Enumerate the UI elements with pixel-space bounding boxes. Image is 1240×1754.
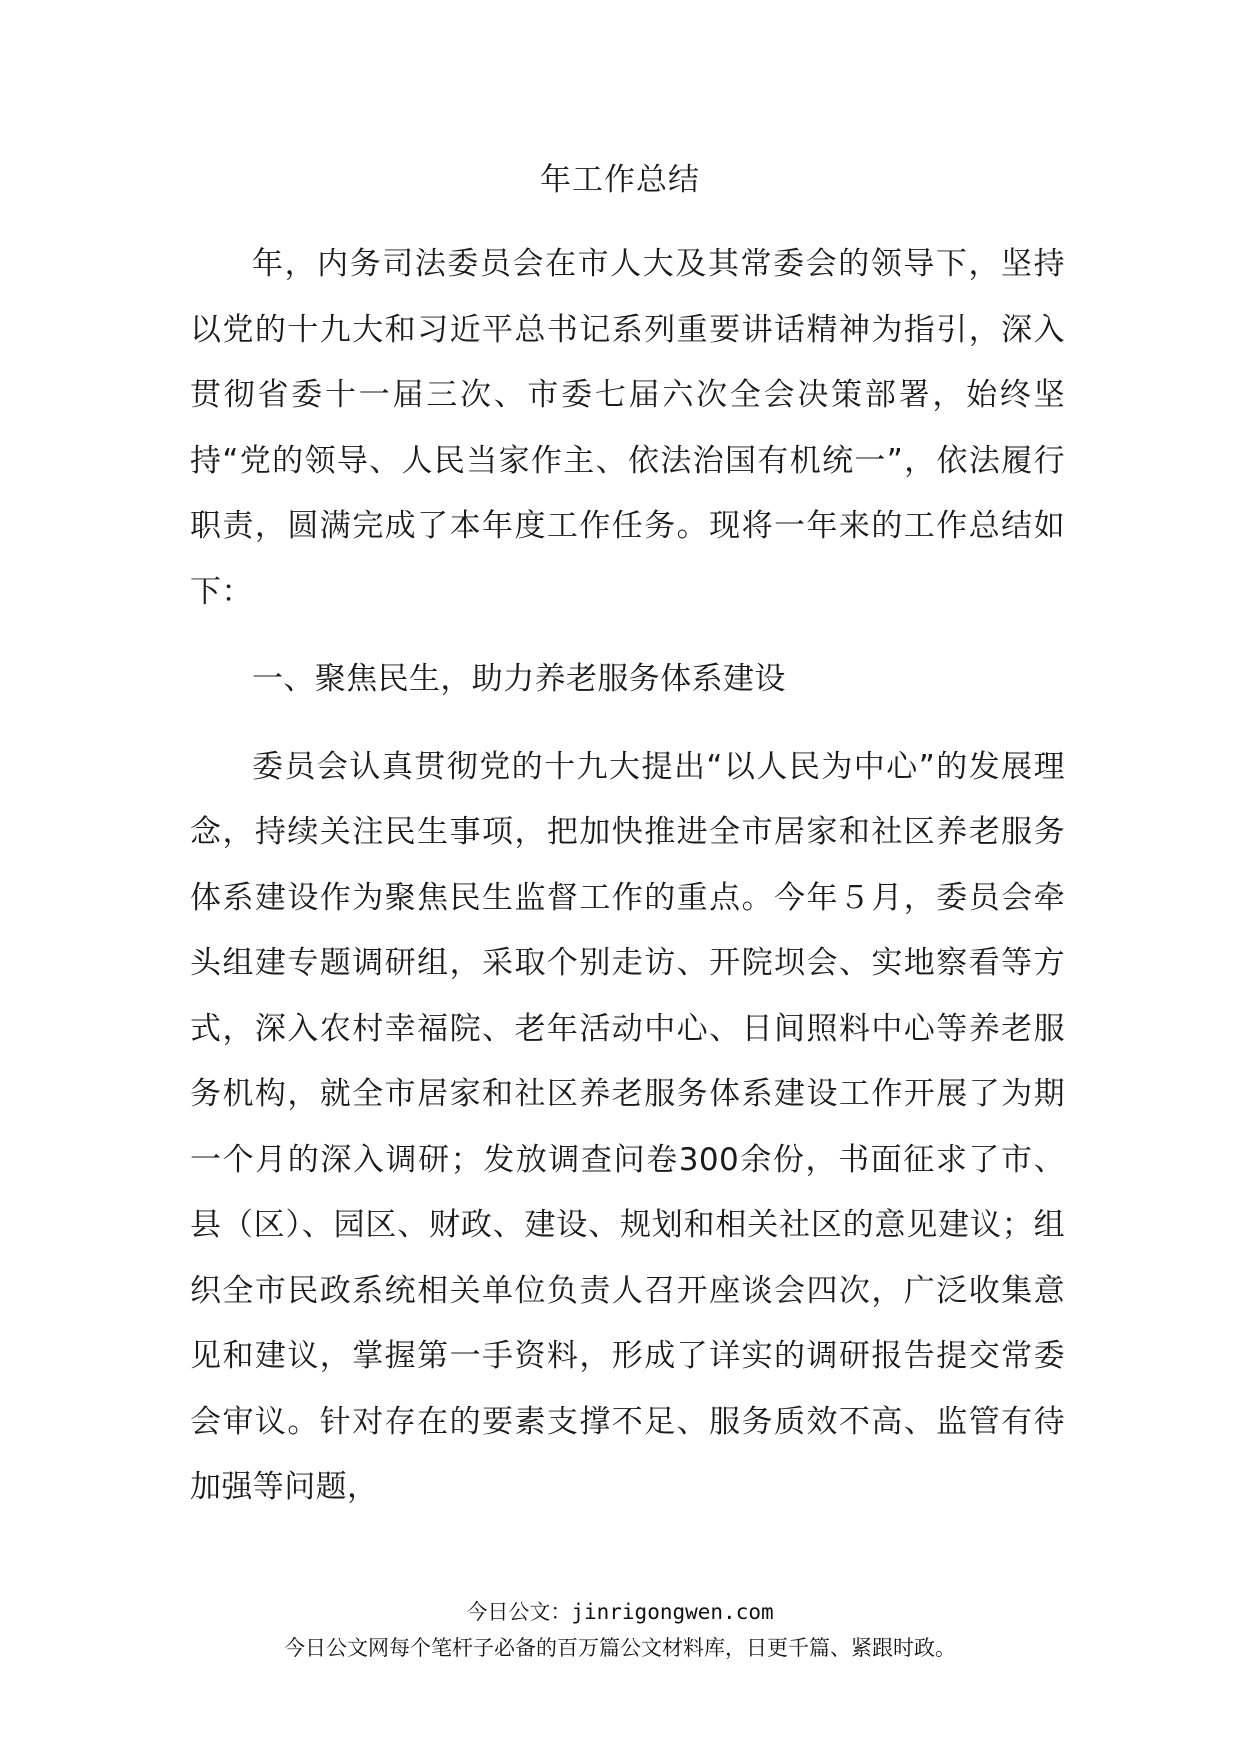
paragraph-gap bbox=[190, 625, 1065, 647]
section-1-paragraph: 委员会认真贯彻党的十九大提出“以人民为中心”的发展理念，持续关注民生事项，把加快推进全市居家和社区养老服务体系建设作为聚焦民生监督工作的重点。今年５月，委员会牵头组建专题调研组，采取个别走访、开院坝会、实地察看等方式，深入农村幸福院、老年活动中心、日间照料中心等养老服务机构，就全市居家和社区养老服务体系建设工作开展了为期一个月的深入调研；发放调查问卷300余份，书面征求了市、县（区）、园区、财政、建设、规划和相关社区的意见建议；组织全市民政系统相关单位负责人召开座谈会四次，广泛收集意见和建议，掌握第一手资料，形成了详实的调研报告提交常委会审议。针对存在的要素支撑不足、服务质效不高、监管有待加强等问题， bbox=[190, 748, 1065, 1505]
section-1-heading: 一、聚焦民生，助力养老服务体系建设 bbox=[252, 661, 786, 697]
document-title: 年工作总结 bbox=[540, 162, 700, 198]
paragraph-gap bbox=[190, 713, 1065, 735]
footer-site-line bbox=[0, 1594, 1240, 1630]
intro-paragraph: 年，内务司法委员会在市人大及其常委会的领导下，坚持以党的十九大和习近平总书记系列重要讲话精神为指引，深入贯彻省委十一届三次、市委七届六次全会决策部署，始终坚持“党的领导、人民当家作主、依法治国有机统一”，依法履行职责，圆满完成了本年度工作任务。现将一年来的工作总结如下： bbox=[190, 246, 1065, 610]
footer-tagline: 今日公文网每个笔杆子必备的百万篇公文材料库，日更千篇、紧跟时政。 bbox=[284, 1636, 956, 1660]
footer-site-link[interactable]: jinrigongwen.com bbox=[571, 1600, 774, 1624]
footer-site-label: 今日公文： bbox=[466, 1600, 572, 1624]
document-body bbox=[190, 232, 1065, 1521]
page-footer bbox=[0, 1594, 1240, 1666]
